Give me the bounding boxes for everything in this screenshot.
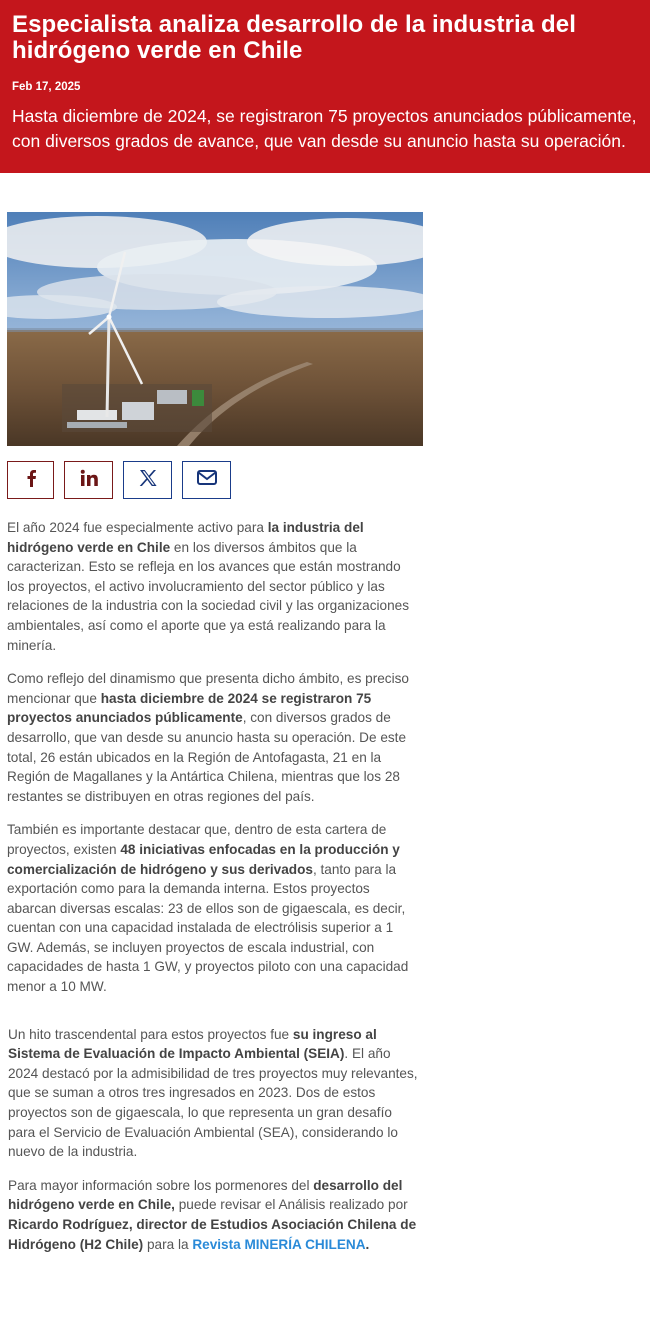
article-photo-wind-turbine [7,212,423,446]
bold-text: 48 iniciativas enfocadas en la producción y comercialización de hidrógeno y sus derivados [7,841,400,877]
linkedin-icon [80,469,98,492]
share-bar [7,461,231,499]
paragraph-5 [7,1176,421,1254]
text: para la [143,1236,193,1252]
paragraph-4 [7,1025,421,1162]
paragraph-2 [7,669,421,806]
revista-mineria-chilena-link[interactable]: Revista MINERÍA CHILENA [192,1236,366,1252]
text: El año 2024 fue especialmente activo para [7,520,268,535]
bold-text: Ricardo Rodríguez, director de Estudios Asociación Chilena de Hidrógeno (H2 Chile) [8,1217,417,1252]
bold-text: . [365,1236,370,1252]
text: También es importante destacar que, dentro de esta cartera de proyectos, existen [7,822,387,857]
text: , con diversos grados de desarrollo, que van desde su anuncio hasta su operación. De este total, 26 están ubicados en la Región de Antofagasta, 21 en la Región de Magallanes y la Antártica Chilena, mientras que los 28 restantes se distribuyen en otras regiones del país. [7,710,407,804]
text: puede revisar el Análisis realizado por [174,1197,408,1213]
share-linkedin-button[interactable] [64,461,113,499]
text: en los diversos ámbitos que la caracterizan. Esto se refleja en los avances que están mostrando los proyectos, el activo involucramiento del sector público y las relaciones de la industria con la sociedad civil y las organizaciones ambientales, así como el aporte que ya está realizando para la minería. [7,539,409,653]
publish-date: Feb 17, 2025 [12,81,81,93]
share-x-button[interactable] [123,461,172,499]
article-lead: Hasta diciembre de 2024, se registraron 75 proyectos anunciados públicamente, con diversos grados de avance, que van desde su anuncio hasta su operación. [12,106,637,151]
facebook-icon [24,469,38,492]
bold-text: la industria del hidrógeno verde en Chile [7,520,364,555]
email-icon [197,470,217,490]
bold-text: su ingreso al Sistema de Evaluación de Impacto Ambiental (SEIA) [8,1026,377,1062]
article-header [0,0,650,173]
article-title: Especialista analiza desarrollo de la industria del hidrógeno verde en Chile [12,11,576,64]
text: Como reflejo del dinamismo que presenta dicho ámbito, es preciso mencionar que [7,671,409,706]
text: Un hito trascendental para estos proyectos fue [8,1026,293,1042]
share-email-button[interactable] [182,461,231,499]
x-icon [139,469,157,492]
paragraph-1 [7,518,421,655]
text: . El año 2024 destacó por la admisibilidad de tres proyectos muy relevantes, que se suman a otros tres ingresados en 2023. Dos de estos proyectos son de gigaescala, lo que representa un gran desafío para el Servicio de Evaluación Ambiental (SEA), considerando lo nuevo de la industria. [8,1046,418,1160]
bold-text: hasta diciembre de 2024 se registraron 75 proyectos anunciados públicamente [7,690,372,726]
share-facebook-button[interactable] [7,461,54,499]
bold-text: desarrollo del hidrógeno verde en Chile, [8,1177,403,1213]
article-body [7,518,421,1268]
paragraph-3 [7,820,421,996]
text: Para mayor información sobre los pormenores del [8,1177,314,1193]
text: , tanto para la exportación como para la demanda interna. Estos proyectos abarcan diversas escalas: 23 de ellos son de gigaescala, es decir, cuentan con una capacidad instalada de electrólisis superior a 1 GW. Además, se incluyen proyectos de escala industrial, con capacidades de hasta 1 GW, y proyectos piloto con una capacidad menor a 10 MW. [7,861,409,995]
